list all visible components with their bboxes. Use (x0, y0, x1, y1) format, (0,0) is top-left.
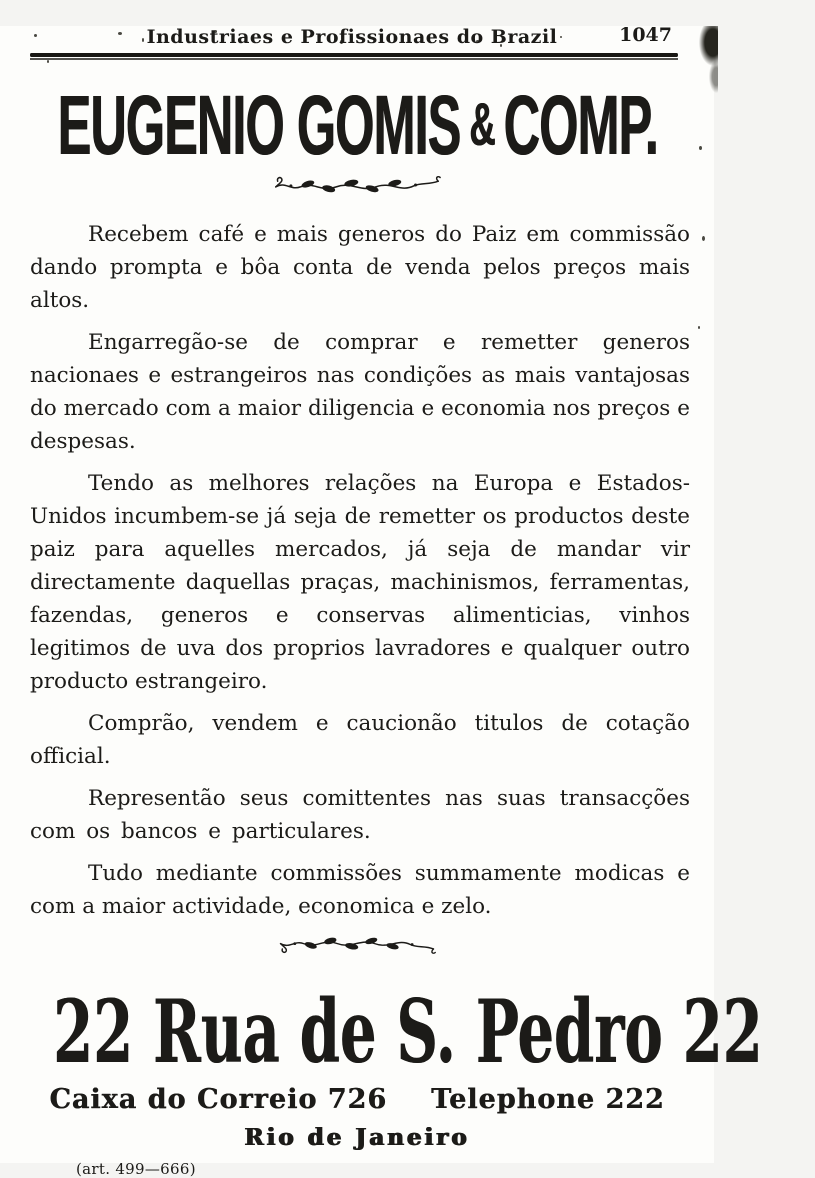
header-rule (30, 53, 678, 60)
ornament-row (0, 172, 714, 202)
company-name-part2: COMP. (502, 77, 658, 172)
ampersand: & (468, 89, 494, 159)
paragraph: Representão seus comittentes nas suas transacções com os bancos e particulares. (30, 786, 690, 844)
contact-line (0, 1084, 714, 1115)
telephone: Telephone 222 (430, 1084, 665, 1115)
ink-smudge (684, 26, 718, 118)
paper-speck (698, 326, 700, 329)
paragraph: Tendo as melhores relações na Europa e Estados-Unidos incumbem-se já seja de remetter os productos deste paiz para aquelles mercados, já seja de mandar vir directamente daquellas praças, machinismos, ferramentas, fazendas, generos e conservas alimenticias, vinhos legitimos de uva dos proprios lavradores e qualquer outro producto estrangeiro. (30, 471, 690, 694)
company-name-part1: EUGENIO GOMIS (56, 77, 460, 172)
ad-body (30, 218, 690, 923)
ornament-row (0, 932, 714, 962)
floral-vine-ornament-icon (277, 932, 437, 957)
scanned-ad-page (0, 24, 763, 1178)
paragraph: Tudo mediante commissões summamente modicas e com a maior actividade, economica e zelo. (30, 861, 690, 919)
paragraph: Engarregão-se de comprar e remetter generos nacionaes e estrangeiros nas condições as mais vantajosas do mercado com a maior diligencia e economia nos preços e despesas. (30, 330, 690, 454)
city-name: Rio de Janeiro (244, 1124, 470, 1151)
article-reference: (art. 499—666) (76, 1160, 196, 1178)
street-address: 22 Rua de S. Pedro 22 (53, 980, 763, 1083)
paper-speck (702, 236, 705, 241)
paragraph: Recebem café e mais generos do Paiz em commissão dando prompta e bôa conta de venda pelos preços mais altos. (30, 222, 690, 313)
paper-speck (47, 60, 49, 63)
page-number: 1047 (619, 24, 672, 46)
paper-speck (699, 146, 702, 150)
page-header (30, 26, 674, 50)
publication-title: Industriaes e Profissionaes do Brazil (146, 26, 558, 48)
po-box: Caixa do Correio 726 (49, 1084, 387, 1115)
floral-vine-ornament-icon (272, 172, 442, 198)
company-name-heading (57, 76, 657, 174)
paragraph: Comprão, vendem e caucionão titulos de cotação official. (30, 711, 690, 769)
